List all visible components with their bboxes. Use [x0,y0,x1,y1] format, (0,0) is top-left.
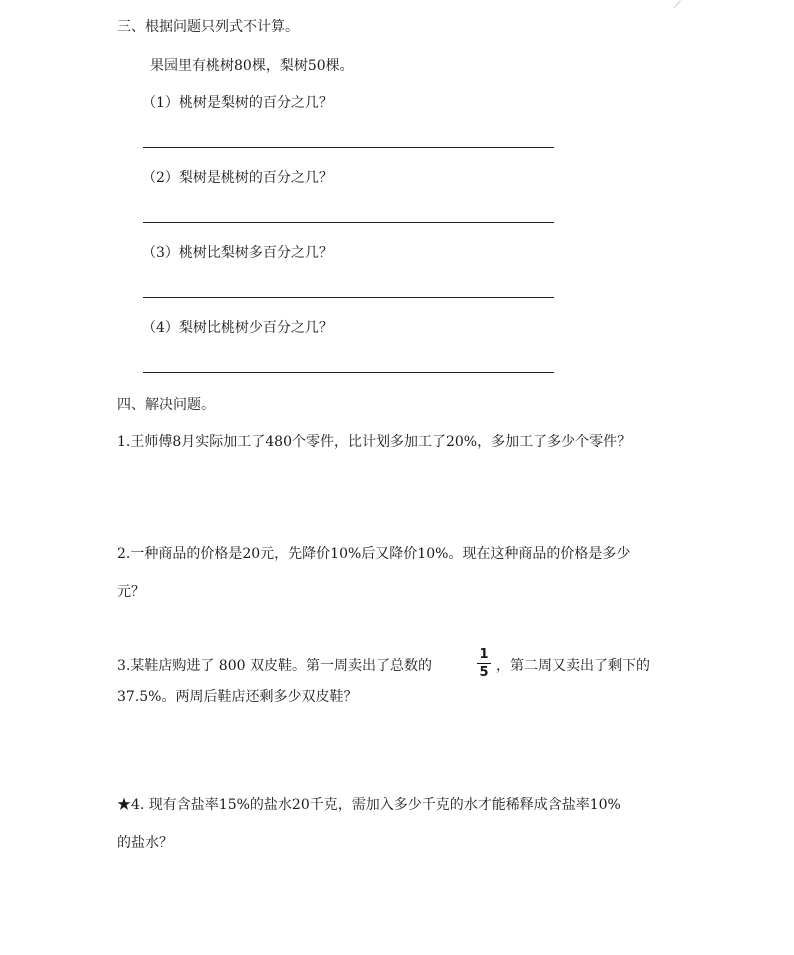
fraction-numerator: 1 [479,647,489,662]
fraction-bar [477,663,491,664]
scan-mark [666,0,681,8]
problem-4-line1: ★4. 现有含盐率15%的盐水20千克，需加入多少千克的水才能稀释成含盐率10% [117,797,621,813]
problem-2-line1: 2.一种商品的价格是20元，先降价10%后又降价10%。现在这种商品的价格是多少 [117,546,631,562]
section3-heading: 三、根据问题只列式不计算。 [117,19,299,35]
problem-3-line1-part-a: 3.某鞋店购进了 800 双皮鞋。第一周卖出了总数的 [117,658,432,674]
section3-intro: 果园里有桃树80棵，梨树50棵。 [150,58,354,74]
answer-line-1 [143,147,554,148]
section4-heading: 四、解决问题。 [117,397,215,413]
answer-line-3 [143,297,554,298]
problem-4-line2: 的盐水？ [117,835,173,851]
answer-line-4 [143,372,554,373]
answer-line-2 [143,222,554,223]
fraction-one-fifth [477,647,491,680]
problem-2-line2: 元？ [117,584,145,600]
problem-3-line2: 37.5%。两周后鞋店还剩多少双皮鞋？ [117,689,358,705]
question-3: （3）桃树比梨树多百分之几？ [142,245,333,261]
question-2: （2）梨树是桃树的百分之几？ [142,170,333,186]
fraction-denominator: 5 [479,665,489,680]
problem-3-line1-part-b: ，第二周又卖出了剩下的 [496,658,650,674]
question-4: （4）梨树比桃树少百分之几？ [142,320,333,336]
problem-1: 1.王师傅8月实际加工了480个零件，比计划多加工了20%，多加工了多少个零件？ [117,434,632,450]
question-1: （1）桃树是梨树的百分之几？ [142,95,333,111]
